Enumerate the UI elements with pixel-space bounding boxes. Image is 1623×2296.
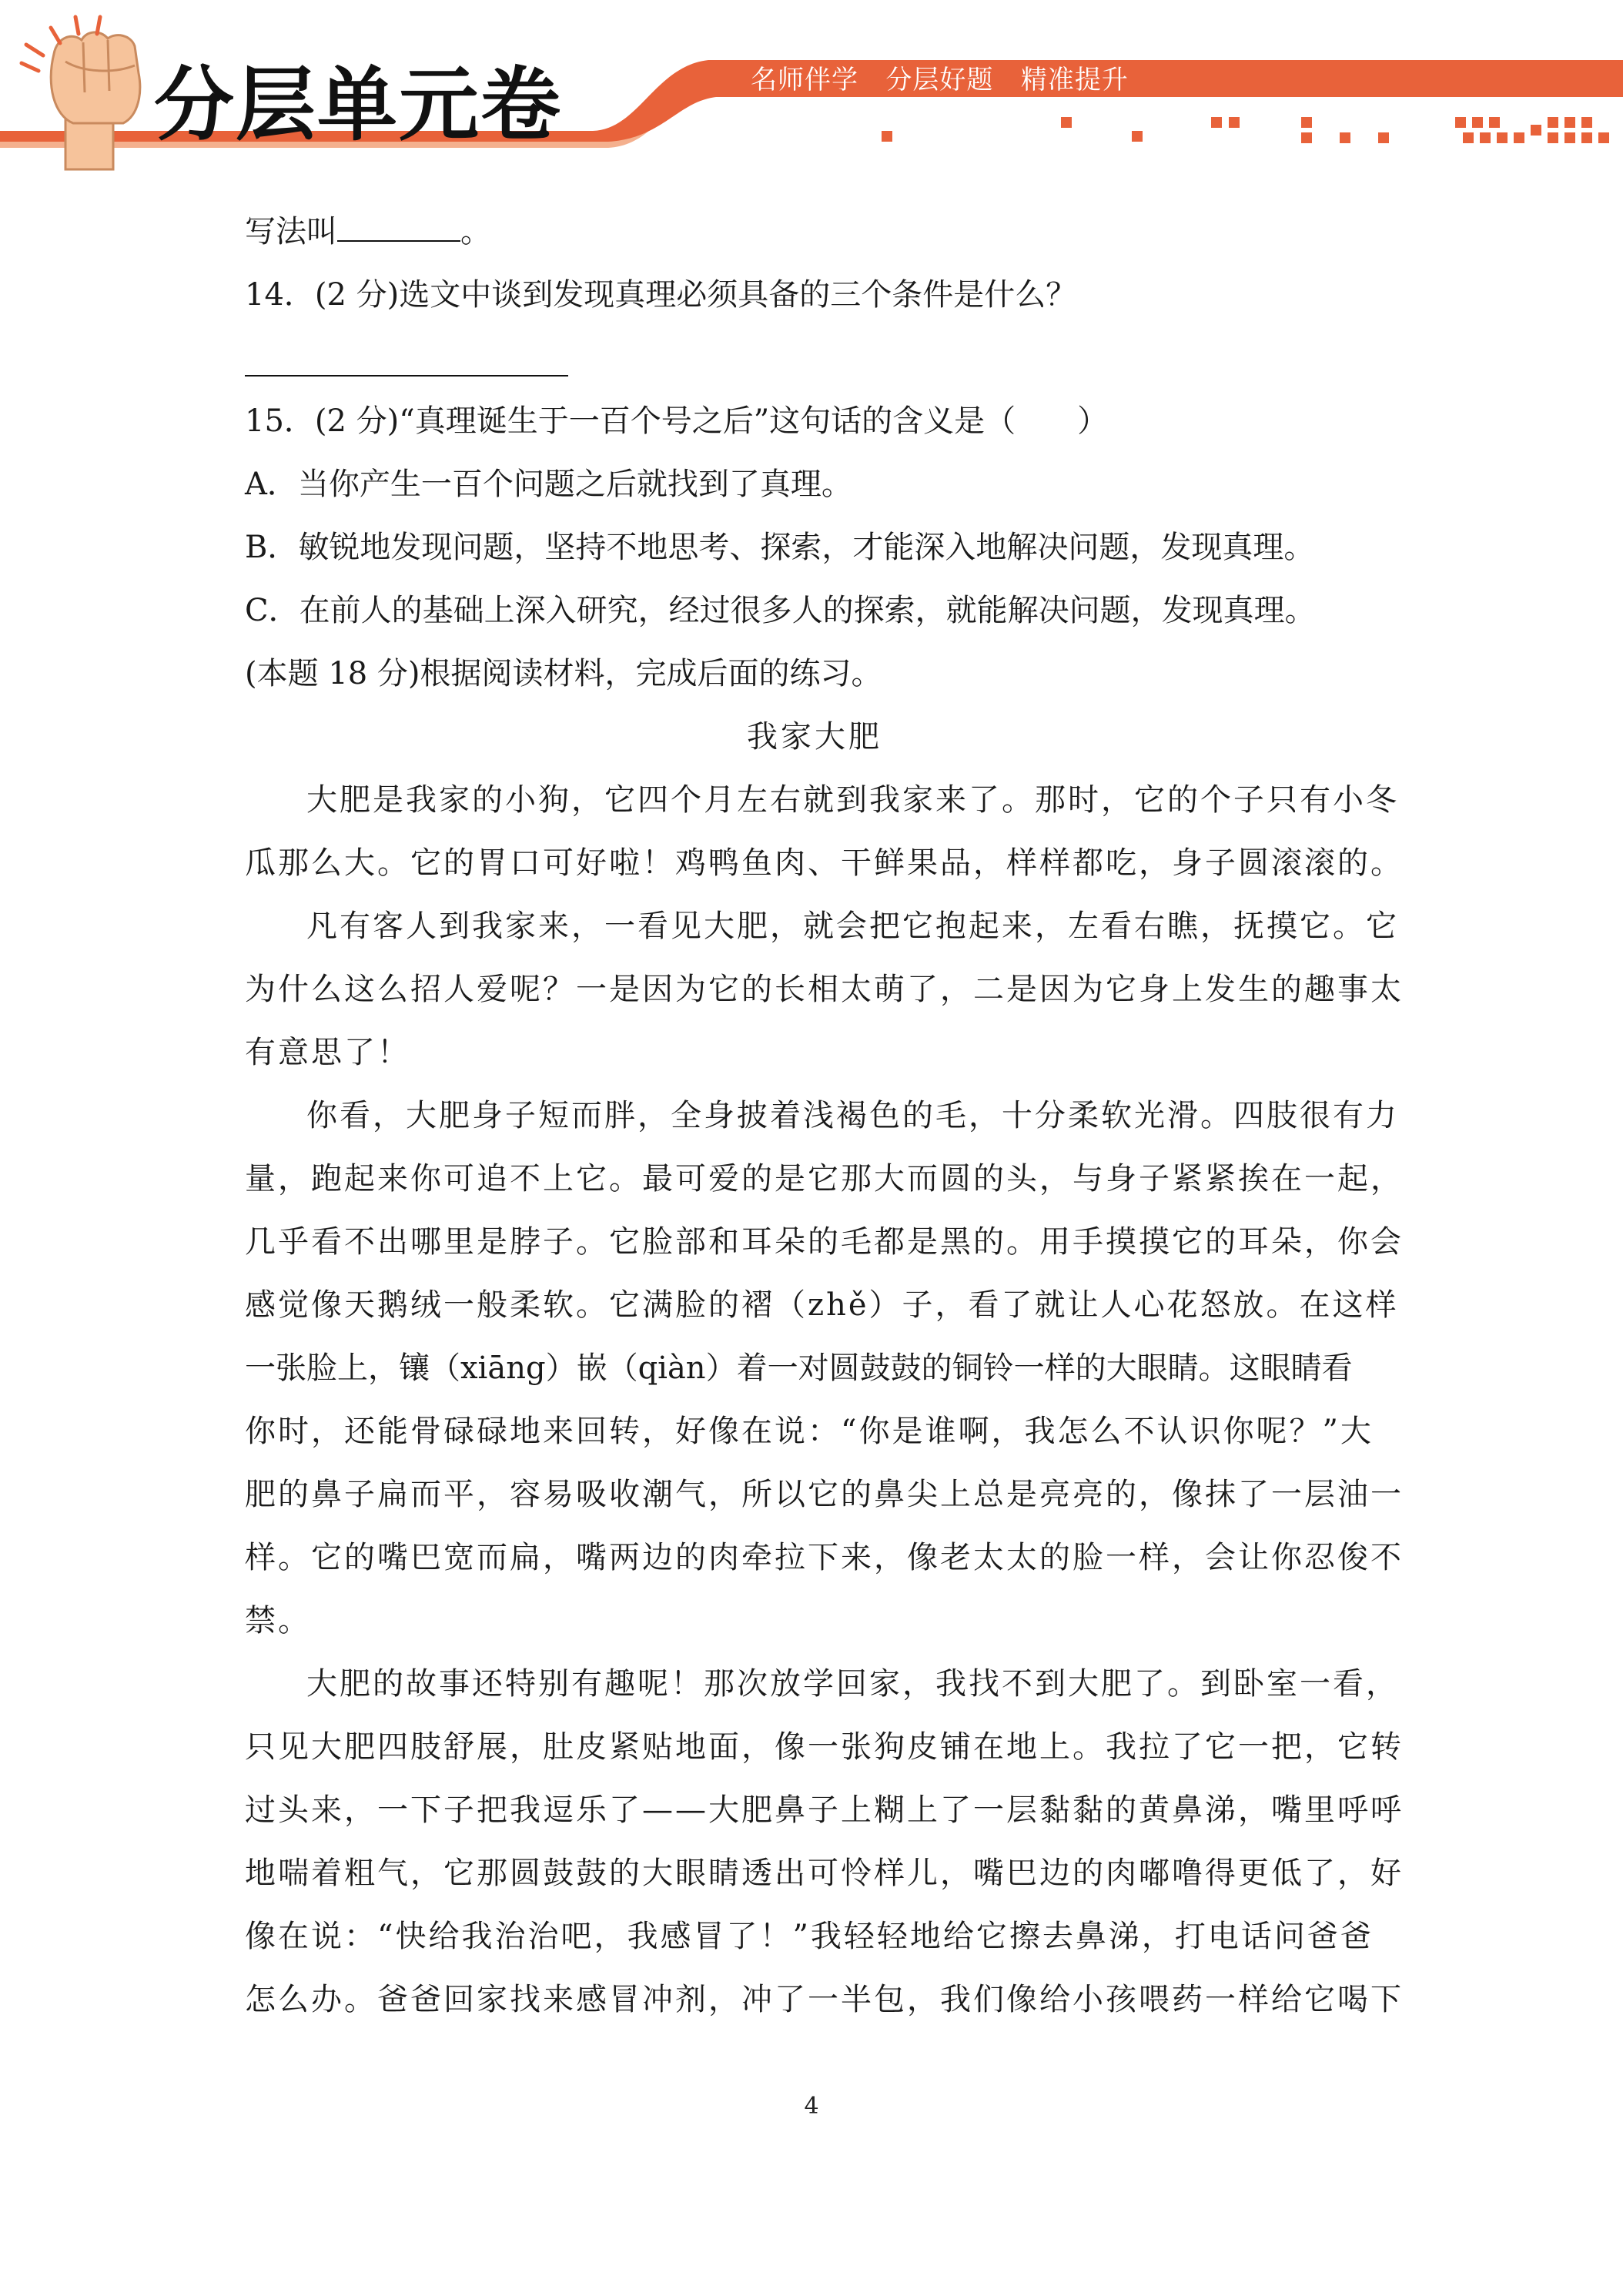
story-line: 只见大肥四肢舒展，肚皮紧贴地面，像一张狗皮铺在地上。我拉了它一把，它转 — [245, 1729, 1404, 1765]
story-line: 感觉像天鹅绒一般柔软。它满脸的褶（zhě）子，看了就让人心花怒放。在这样 — [245, 1287, 1399, 1323]
story-line: 你看，大肥身子短而胖，全身披着浅褐色的毛，十分柔软光滑。四肢很有力 — [306, 1098, 1399, 1133]
question-15: 15．(2 分)“真理诞生于一百个号之后”这句话的含义是（ ） — [245, 403, 1109, 439]
story-line: 有意思了！ — [245, 1035, 410, 1070]
option-a: A．当你产生一百个问题之后就找到了真理。 — [245, 467, 852, 502]
answer-blank[interactable] — [337, 214, 460, 242]
question-13-end: 。 — [460, 214, 491, 249]
question-13-text: 写法叫 — [245, 214, 337, 249]
story-line: 一张脸上，镶（xiāng）嵌（qiàn）着一对圆鼓鼓的铜铃一样的大眼睛。这眼睛看 — [245, 1350, 1353, 1386]
section-intro: (本题 18 分)根据阅读材料，完成后面的练习。 — [245, 656, 882, 691]
story-line: 过头来，一下子把我逗乐了——大肥鼻子上糊上了一层黏黏的黄鼻涕，嘴里呼呼 — [245, 1792, 1404, 1828]
story-line: 禁。 — [245, 1603, 311, 1638]
brand-title: 分层单元卷 — [154, 58, 563, 152]
story-line: 大肥是我家的小狗，它四个月左右就到我家来了。那时，它的个子只有小冬 — [306, 782, 1399, 818]
story-line: 怎么办。爸爸回家找来感冒冲剂，冲了一半包，我们像给小孩喂药一样给它喝下 — [245, 1982, 1404, 2017]
page-content — [245, 200, 1404, 2031]
page-header — [0, 0, 1623, 177]
story-line: 地喘着粗气，它那圆鼓鼓的大眼睛透出可怜样儿，嘴巴边的肉嘟噜得更低了，好 — [245, 1856, 1404, 1891]
question-13-tail — [245, 200, 1384, 263]
decorative-squares — [882, 117, 1609, 143]
story-line: 为什么这么招人爱呢？一是因为它的长相太萌了，二是因为它身上发生的趣事太 — [245, 972, 1404, 1007]
story-line: 样。它的嘴巴宽而扁，嘴两边的肉牵拉下来，像老太太的脸一样，会让你忍俊不 — [245, 1540, 1404, 1575]
story-line: 瓜那么大。它的胃口可好啦！鸡鸭鱼肉、干鲜果品，样样都吃，身子圆滚滚的。 — [245, 845, 1404, 881]
header-slogan: 名师伴学 分层好题 精准提升 — [751, 65, 1129, 95]
story-line: 凡有客人到我家来，一看见大肥，就会把它抱起来，左看右瞧，抚摸它。它 — [306, 909, 1399, 944]
story-title: 我家大肥 — [747, 719, 882, 755]
story-line: 大肥的故事还特别有趣呢！那次放学回家，我找不到大肥了。到卧室一看， — [306, 1666, 1399, 1702]
story-line: 你时，还能骨碌碌地来回转，好像在说：“你是谁啊，我怎么不认识你呢？”大 — [245, 1414, 1374, 1449]
story-line: 肥的鼻子扁而平，容易吸收潮气，所以它的鼻尖上总是亮亮的，像抹了一层油一 — [245, 1477, 1404, 1512]
story-line: 几乎看不出哪里是脖子。它脸部和耳朵的毛都是黑的。用手摸摸它的耳朵，你会 — [245, 1224, 1404, 1260]
question-14-answer-line — [245, 326, 1384, 390]
answer-blank[interactable] — [245, 344, 568, 377]
question-14: 14．(2 分)选文中谈到发现真理必须具备的三个条件是什么？ — [245, 277, 1077, 313]
option-c: C．在前人的基础上深入研究，经过很多人的探索，就能解决问题，发现真理。 — [245, 593, 1316, 628]
page-number: 4 — [804, 2093, 819, 2120]
option-b: B．敏锐地发现问题，坚持不地思考、探索，才能深入地解决问题，发现真理。 — [245, 530, 1315, 565]
story-line: 量，跑起来你可追不上它。最可爱的是它那大而圆的头，与身子紧紧挨在一起， — [245, 1161, 1404, 1197]
story-line: 像在说：“快给我治治吧，我感冒了！”我轻轻地给它擦去鼻涕，打电话问爸爸 — [245, 1919, 1374, 1954]
